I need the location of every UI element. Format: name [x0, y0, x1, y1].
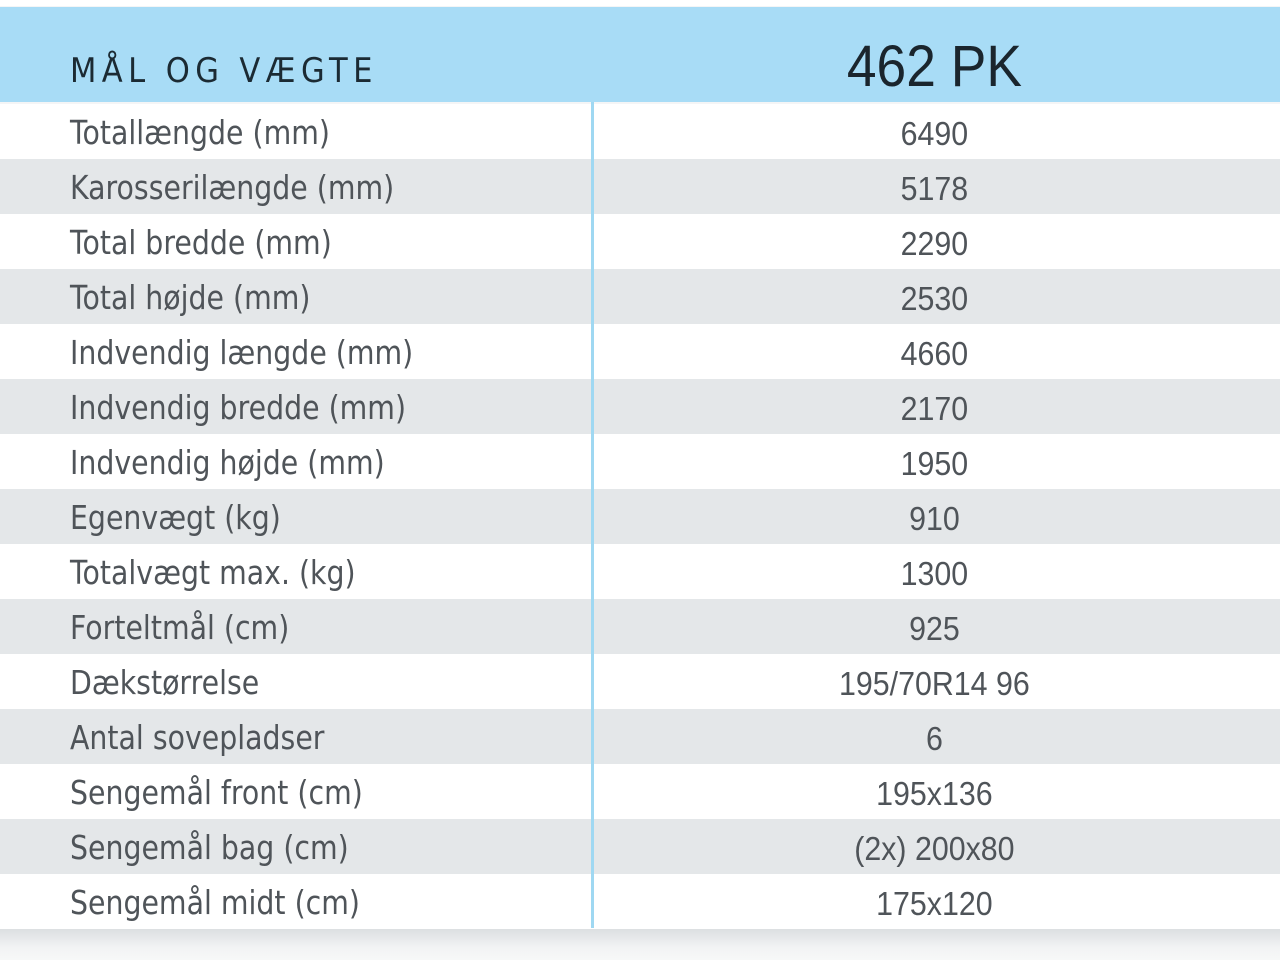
row-label: Sengemål midt (cm) [70, 883, 360, 922]
row-label: Egenvægt (kg) [70, 498, 281, 537]
row-value: (2x) 200x80 [854, 830, 1015, 867]
bottom-shadow [0, 929, 1280, 960]
row-value: 6490 [900, 115, 969, 152]
model-name: 462 PK [846, 34, 1022, 99]
row-label: Sengemål front (cm) [70, 773, 363, 812]
row-value: 910 [909, 500, 960, 537]
table-row [0, 434, 1280, 489]
row-label: Indvendig længde (mm) [70, 333, 414, 372]
table-row [0, 709, 1280, 764]
row-value: 2530 [900, 280, 969, 317]
row-label: Totallængde (mm) [70, 113, 330, 152]
table-row [0, 159, 1280, 214]
table-row [0, 324, 1280, 379]
row-value: 4660 [900, 335, 969, 372]
table-row [0, 654, 1280, 709]
row-label: Indvendig højde (mm) [70, 443, 385, 482]
row-label: Forteltmål (cm) [70, 608, 290, 647]
table-row [0, 379, 1280, 434]
table-row [0, 269, 1280, 324]
row-value: 6 [925, 720, 943, 757]
row-value: 1300 [900, 555, 969, 592]
row-value: 175x120 [876, 885, 993, 922]
row-value: 195/70R14 96 [839, 665, 1030, 702]
row-value: 2170 [900, 390, 969, 427]
table-row [0, 599, 1280, 654]
row-value: 1950 [900, 445, 969, 482]
row-value: 195x136 [876, 775, 993, 812]
row-label: Total højde (mm) [70, 278, 311, 317]
row-label: Karosserilængde (mm) [70, 168, 395, 207]
row-label: Sengemål bag (cm) [70, 828, 349, 867]
table-row [0, 764, 1280, 819]
column-divider [591, 102, 594, 928]
table-row [0, 489, 1280, 544]
row-value: 5178 [900, 170, 969, 207]
table-row [0, 214, 1280, 269]
table-row [0, 874, 1280, 929]
row-value: 925 [909, 610, 960, 647]
table-header [0, 7, 1280, 102]
row-label: Antal sovepladser [70, 718, 325, 757]
row-label: Total bredde (mm) [70, 223, 332, 262]
table-row [0, 104, 1280, 159]
row-value: 2290 [900, 225, 969, 262]
row-label: Totalvægt max. (kg) [70, 553, 356, 592]
table-row [0, 819, 1280, 874]
row-label: Dækstørrelse [70, 663, 260, 702]
row-label: Indvendig bredde (mm) [70, 388, 407, 427]
table-row [0, 544, 1280, 599]
spec-table [0, 104, 1280, 929]
section-title: MÅL OG VÆGTE [70, 51, 378, 91]
